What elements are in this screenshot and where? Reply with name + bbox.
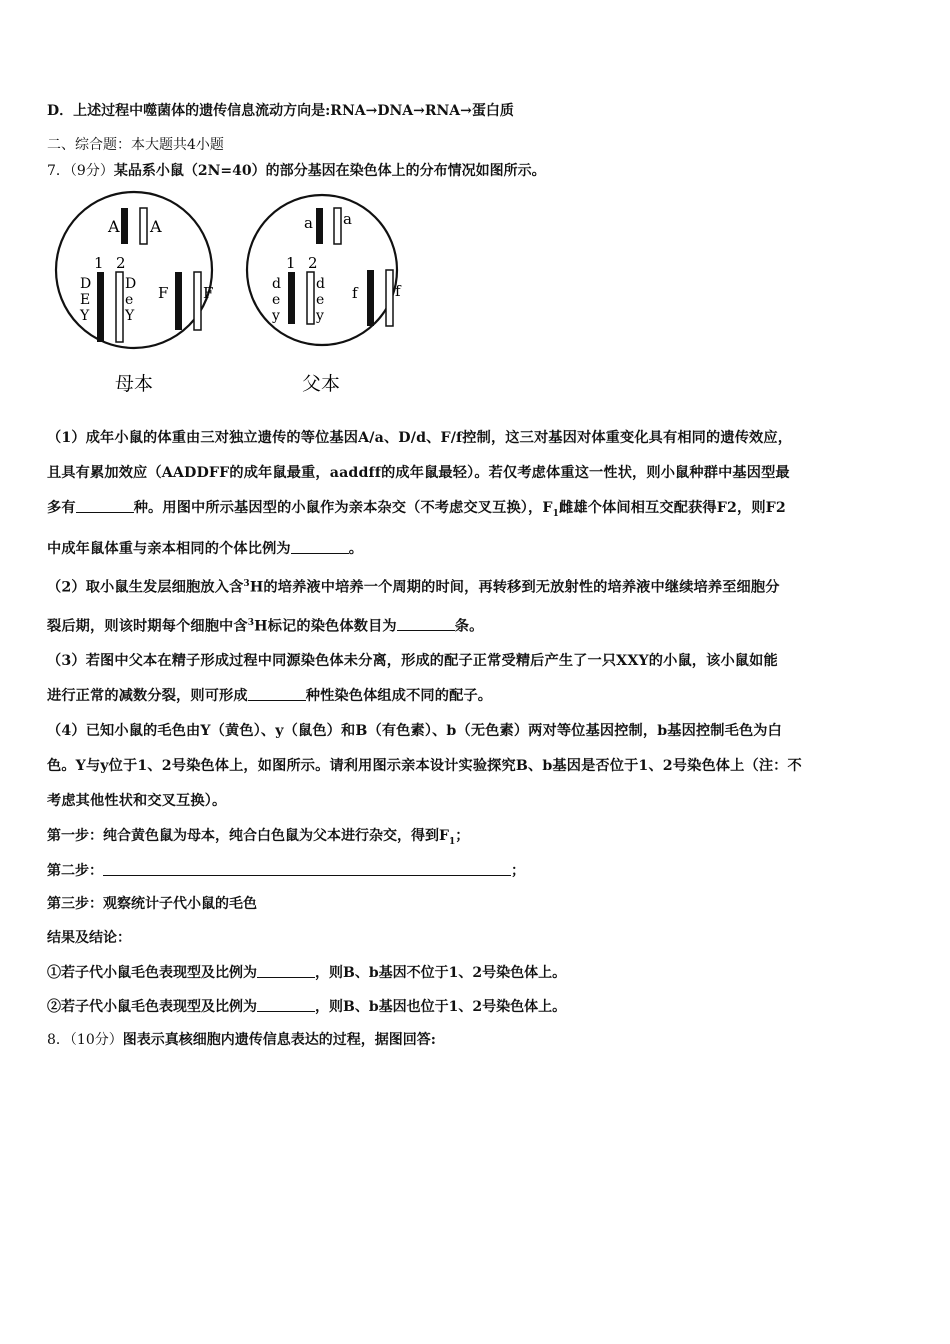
step-1: 第一步：纯合黄色鼠为母本，纯合白色鼠为父本进行杂交，得到$F_1$；: [47, 828, 470, 847]
mother-gene-D1: D: [80, 276, 92, 292]
mother-gene-D2: D: [125, 276, 137, 292]
part-2-line-2: 裂后期，则该时期每个细胞中含$^3$H标记的染色体数目为 条。: [47, 606, 907, 645]
answer-blank[interactable]: [257, 996, 315, 1012]
mother-gene-f-right: F: [203, 284, 214, 302]
mother-label: 母本: [115, 373, 154, 395]
part-2-line-1: （2）取小鼠生发层细胞放入含$^3$H的培养液中培养一个周期的时间，再转移到无放射性的培养液中继续培养至细胞分: [47, 578, 780, 596]
father-gene-y1: y: [272, 308, 280, 324]
father-gene-d2: d: [316, 276, 325, 292]
chromosome-figure: [50, 190, 401, 405]
part-1-line-4: 中成年鼠体重与亲本相同的个体比例为 。: [47, 532, 907, 567]
result-1: ①若子代小鼠毛色表现型及比例为 ，则B、b基因不位于1、2号染色体上。: [47, 962, 566, 983]
father-num-2: 2: [308, 254, 318, 272]
part-1-line-2: 且具有累加效应（AADDFF的成年鼠最重，aaddff的成年鼠最轻）。若仅考虑体重这一性状，则小鼠种群中基因型最: [47, 465, 790, 481]
father-gene-d1: d: [272, 276, 281, 292]
answer-blank[interactable]: [291, 538, 349, 554]
section-heading: 二、综合题：本大题共4小题: [47, 137, 224, 153]
question-score: （9分）: [69, 163, 114, 179]
answer-blank[interactable]: [76, 497, 134, 513]
answer-blank[interactable]: [257, 962, 315, 978]
mother-num-1: 1: [94, 254, 104, 272]
answer-blank[interactable]: [103, 860, 511, 876]
father-gene-e1: e: [272, 292, 281, 308]
mother-gene-Y2: Y: [125, 308, 135, 324]
answer-blank[interactable]: [397, 615, 455, 631]
part-1-line-3: 多有 种。用图中所示基因型的小鼠作为亲本杂交（不考虑交叉互换），$F_1$雌雄个体间相互交配获得F2，则F2: [47, 491, 907, 532]
option-d: D．上述过程中噬菌体的遗传信息流动方向是:RNA→DNA→RNA→蛋白质: [47, 103, 514, 119]
question-7-stem: [47, 161, 546, 181]
mother-gene-a-right: A: [150, 217, 162, 236]
question-8-stem: [47, 1030, 436, 1050]
father-gene-a-right: a: [343, 210, 352, 228]
father-gene-a-left: a: [304, 214, 313, 232]
question-score: （10分）: [69, 1032, 123, 1048]
answer-blank[interactable]: [248, 685, 306, 701]
mother-gene-e2: e: [125, 292, 134, 308]
father-gene-e2: e: [316, 292, 325, 308]
mother-gene-E1: E: [80, 292, 91, 308]
father-gene-f-left: f: [352, 284, 358, 302]
mother-num-2: 2: [116, 254, 126, 272]
part-1-line-1: （1）成年小鼠的体重由三对独立遗传的等位基因A/a、D/d、F/f控制，这三对基因对体重变化具有相同的遗传效应，: [47, 430, 793, 446]
question-text: 图表示真核细胞内遗传信息表达的过程，据图回答:: [122, 1032, 436, 1048]
mother-gene-Y1: Y: [80, 308, 90, 324]
father-gene-y2: y: [316, 308, 324, 324]
mother-gene-a-left: A: [108, 217, 120, 236]
mother-cell: [56, 192, 213, 395]
father-cell: [247, 195, 402, 395]
father-label: 父本: [302, 373, 341, 395]
part-3-line-2: 进行正常的减数分裂，则可形成 种性染色体组成不同的配子。: [47, 679, 907, 714]
question-number: 7．: [47, 163, 70, 179]
part-3-line-1: （3）若图中父本在精子形成过程中同源染色体未分离，形成的配子正常受精后产生了一只XXY的小鼠，该小鼠如能: [47, 653, 778, 670]
question-text: 某品系小鼠（2N=40）的部分基因在染色体上的分布情况如图所示。: [113, 163, 546, 179]
question-7-body: [47, 421, 907, 819]
part-4-line-1: （4）已知小鼠的毛色由Y（黄色）、y（鼠色）和B（有色素）、b（无色素）两对等位基因控制，b基因控制毛色为白: [47, 723, 782, 740]
result-heading: 结果及结论：: [47, 930, 131, 946]
step-3: 第三步：观察统计子代小鼠的毛色: [47, 896, 257, 912]
father-gene-f-right: f: [395, 282, 401, 300]
question-number: 8．: [47, 1032, 70, 1048]
result-2: ②若子代小鼠毛色表现型及比例为 ，则B、b基因也位于1、2号染色体上。: [47, 996, 566, 1017]
part-4-line-2: 色。Y与y位于1、2号染色体上，如图所示。请利用图示亲本设计实验探究B、b基因是否位于1、2号染色体上（注：不: [47, 758, 802, 775]
step-2: 第二步： ；: [47, 860, 525, 881]
part-4-line-3: 考虑其他性状和交叉互换）。: [47, 793, 227, 810]
mother-gene-f-left: F: [158, 284, 169, 302]
father-num-1: 1: [286, 254, 296, 272]
